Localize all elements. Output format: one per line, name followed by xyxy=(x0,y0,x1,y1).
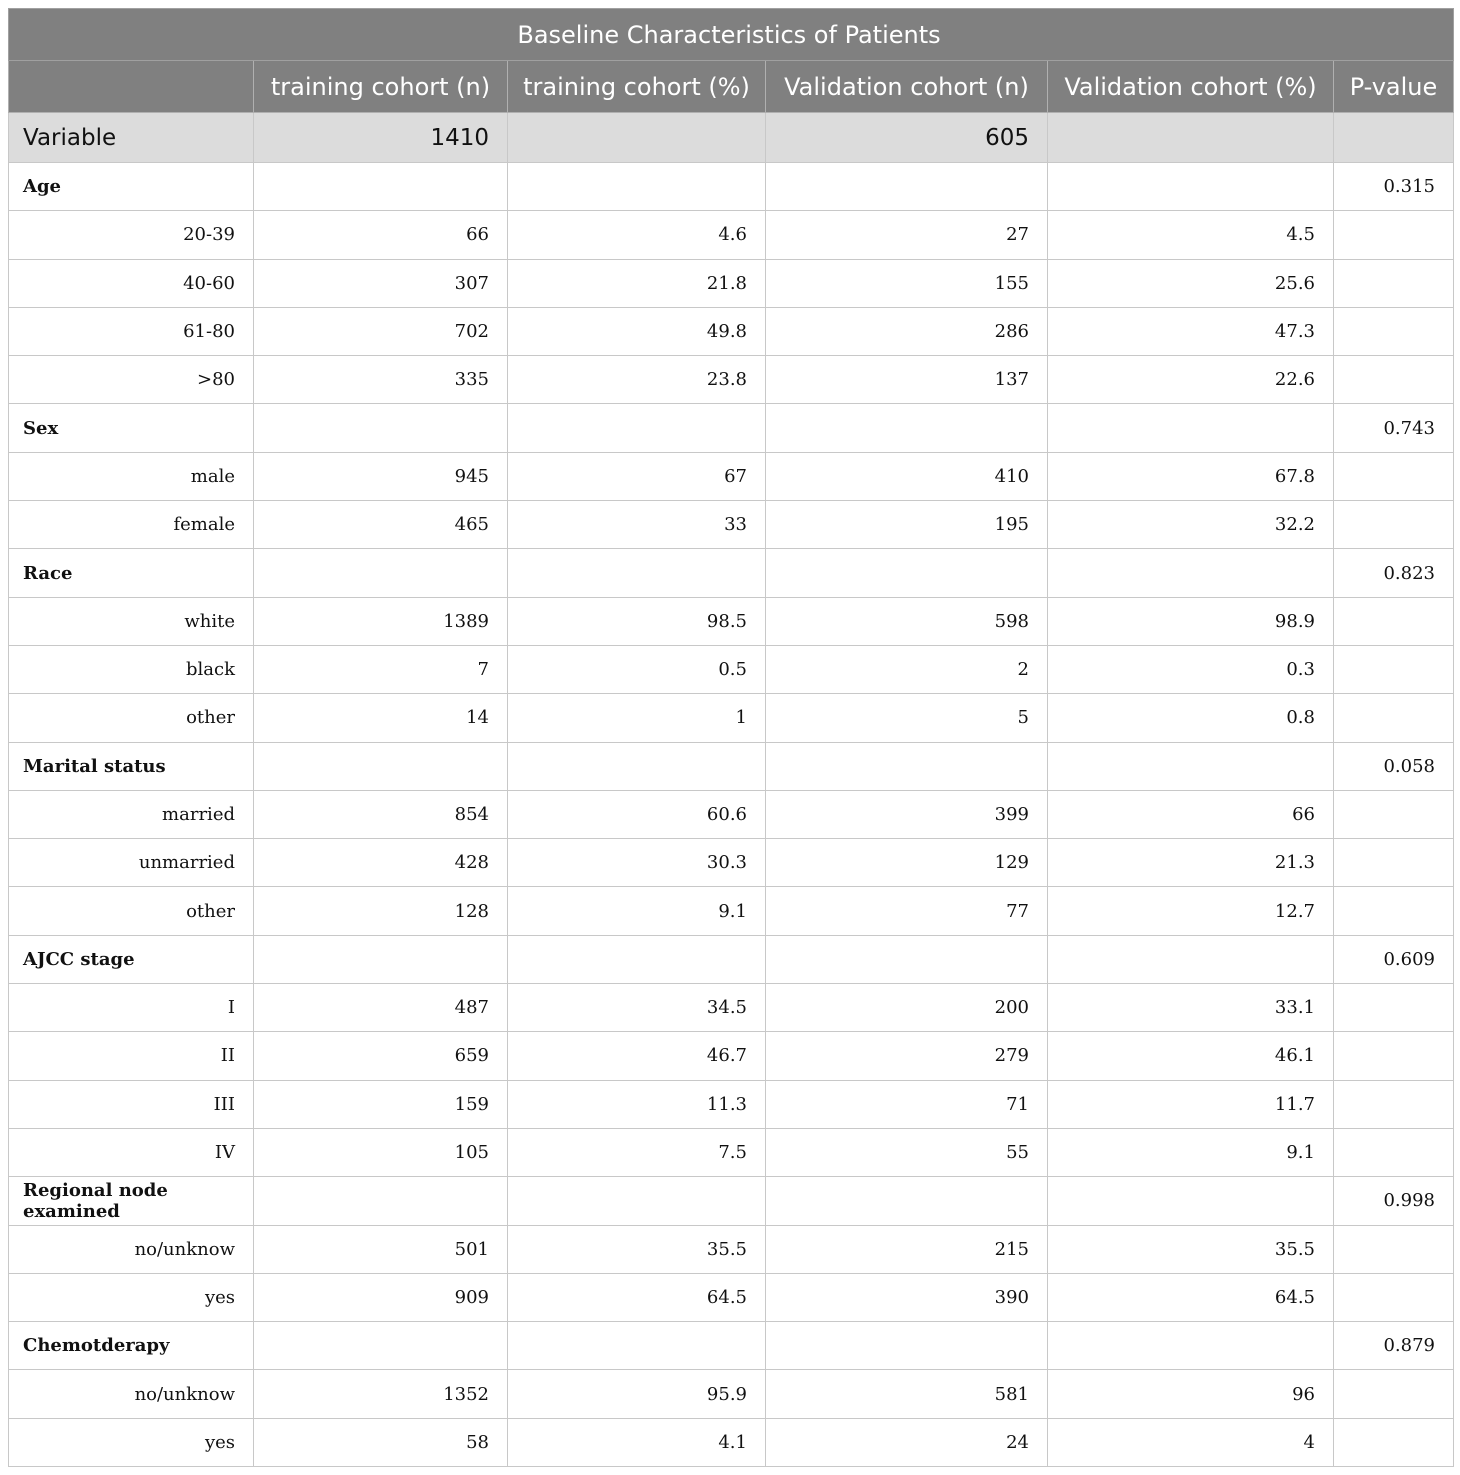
category-label: III xyxy=(9,1080,254,1128)
table-row xyxy=(9,501,1454,549)
table-cell: 945 xyxy=(254,452,508,500)
table-container xyxy=(8,8,1453,1467)
table-cell xyxy=(1334,1418,1454,1466)
table-cell xyxy=(254,1322,508,1370)
table-cell: 200 xyxy=(766,984,1048,1032)
table-cell xyxy=(254,404,508,452)
category-label: white xyxy=(9,597,254,645)
variable-cell: 1410 xyxy=(254,113,508,163)
table-cell: 335 xyxy=(254,356,508,404)
table-cell xyxy=(1334,1080,1454,1128)
table-cell: 71 xyxy=(766,1080,1048,1128)
category-label: 61-80 xyxy=(9,307,254,355)
table-cell: 2 xyxy=(766,645,1048,693)
table-cell: 33 xyxy=(508,501,766,549)
table-cell xyxy=(766,549,1048,597)
category-label: no/unknow xyxy=(9,1225,254,1273)
category-label: other xyxy=(9,887,254,935)
table-cell xyxy=(508,404,766,452)
table-cell xyxy=(766,1177,1048,1225)
category-label: yes xyxy=(9,1418,254,1466)
category-label: I xyxy=(9,984,254,1032)
table-row xyxy=(9,839,1454,887)
table-cell: 27 xyxy=(766,211,1048,259)
table-cell xyxy=(1334,839,1454,887)
table-cell: 55 xyxy=(766,1128,1048,1176)
table-cell xyxy=(766,1322,1048,1370)
table-cell: 14 xyxy=(254,694,508,742)
table-cell xyxy=(254,935,508,983)
table-cell: 32.2 xyxy=(1048,501,1334,549)
table-row xyxy=(9,1273,1454,1321)
table-cell xyxy=(508,163,766,211)
table-cell: 64.5 xyxy=(1048,1273,1334,1321)
table-row xyxy=(9,211,1454,259)
table-cell: 1 xyxy=(508,694,766,742)
group-label: Sex xyxy=(9,404,254,452)
table-cell xyxy=(1334,887,1454,935)
category-label: unmarried xyxy=(9,839,254,887)
table-row xyxy=(9,790,1454,838)
table-cell: 0.3 xyxy=(1048,645,1334,693)
table-cell: 9.1 xyxy=(1048,1128,1334,1176)
table-cell: 410 xyxy=(766,452,1048,500)
category-label: yes xyxy=(9,1273,254,1321)
table-cell xyxy=(1334,984,1454,1032)
table-cell: 49.8 xyxy=(508,307,766,355)
table-row xyxy=(9,887,1454,935)
table-cell: 12.7 xyxy=(1048,887,1334,935)
group-row xyxy=(9,549,1454,597)
table-row xyxy=(9,1370,1454,1418)
table-cell: 95.9 xyxy=(508,1370,766,1418)
table-cell: 64.5 xyxy=(508,1273,766,1321)
variable-row xyxy=(9,113,1454,163)
table-row xyxy=(9,1032,1454,1080)
column-header: training cohort (n) xyxy=(254,61,508,113)
table-cell: 465 xyxy=(254,501,508,549)
table-cell: 702 xyxy=(254,307,508,355)
table-cell: 0.998 xyxy=(1334,1177,1454,1225)
table-cell xyxy=(766,935,1048,983)
table-cell: 7.5 xyxy=(508,1128,766,1176)
category-label: 20-39 xyxy=(9,211,254,259)
column-header: Validation cohort (%) xyxy=(1048,61,1334,113)
table-row xyxy=(9,1418,1454,1466)
table-row xyxy=(9,452,1454,500)
column-header-row xyxy=(9,61,1454,113)
group-row xyxy=(9,404,1454,452)
table-cell xyxy=(1334,356,1454,404)
category-label: IV xyxy=(9,1128,254,1176)
variable-cell xyxy=(508,113,766,163)
table-cell: 286 xyxy=(766,307,1048,355)
category-label: married xyxy=(9,790,254,838)
table-cell: 279 xyxy=(766,1032,1048,1080)
table-cell: 9.1 xyxy=(508,887,766,935)
table-cell: 659 xyxy=(254,1032,508,1080)
group-row xyxy=(9,742,1454,790)
table-cell: 129 xyxy=(766,839,1048,887)
table-cell xyxy=(1334,1225,1454,1273)
table-cell: 909 xyxy=(254,1273,508,1321)
table-cell: 58 xyxy=(254,1418,508,1466)
table-cell: 46.7 xyxy=(508,1032,766,1080)
category-label: no/unknow xyxy=(9,1370,254,1418)
table-cell xyxy=(1334,211,1454,259)
table-cell: 77 xyxy=(766,887,1048,935)
table-cell: 581 xyxy=(766,1370,1048,1418)
table-cell: 34.5 xyxy=(508,984,766,1032)
category-label: female xyxy=(9,501,254,549)
table-cell: 30.3 xyxy=(508,839,766,887)
table-cell: 128 xyxy=(254,887,508,935)
table-cell: 487 xyxy=(254,984,508,1032)
table-cell xyxy=(1334,307,1454,355)
table-cell: 0.609 xyxy=(1334,935,1454,983)
category-label: other xyxy=(9,694,254,742)
table-title: Baseline Characteristics of Patients xyxy=(9,9,1454,61)
table-cell: 67 xyxy=(508,452,766,500)
category-label: II xyxy=(9,1032,254,1080)
group-row xyxy=(9,935,1454,983)
column-header: P-value xyxy=(1334,61,1454,113)
table-cell: 0.743 xyxy=(1334,404,1454,452)
column-header xyxy=(9,61,254,113)
table-cell xyxy=(508,742,766,790)
variable-cell: 605 xyxy=(766,113,1048,163)
group-label: Marital status xyxy=(9,742,254,790)
table-cell: 11.3 xyxy=(508,1080,766,1128)
table-cell xyxy=(1048,549,1334,597)
table-row xyxy=(9,307,1454,355)
table-cell: 0.5 xyxy=(508,645,766,693)
table-cell: 98.5 xyxy=(508,597,766,645)
category-label: 40-60 xyxy=(9,259,254,307)
table-cell: 390 xyxy=(766,1273,1048,1321)
table-cell: 23.8 xyxy=(508,356,766,404)
category-label: >80 xyxy=(9,356,254,404)
table-cell: 307 xyxy=(254,259,508,307)
table-cell xyxy=(1334,259,1454,307)
table-cell xyxy=(1048,163,1334,211)
table-cell: 0.058 xyxy=(1334,742,1454,790)
group-label: AJCC stage xyxy=(9,935,254,983)
table-cell: 21.8 xyxy=(508,259,766,307)
table-cell xyxy=(766,404,1048,452)
table-cell: 35.5 xyxy=(1048,1225,1334,1273)
table-cell: 46.1 xyxy=(1048,1032,1334,1080)
table-cell: 33.1 xyxy=(1048,984,1334,1032)
table-body xyxy=(9,163,1454,1467)
table-cell: 501 xyxy=(254,1225,508,1273)
table-cell: 66 xyxy=(1048,790,1334,838)
table-cell: 399 xyxy=(766,790,1048,838)
table-cell: 96 xyxy=(1048,1370,1334,1418)
table-cell: 137 xyxy=(766,356,1048,404)
table-cell: 215 xyxy=(766,1225,1048,1273)
category-label: male xyxy=(9,452,254,500)
table-cell xyxy=(1048,935,1334,983)
table-cell xyxy=(254,163,508,211)
table-cell xyxy=(1334,694,1454,742)
table-cell: 1389 xyxy=(254,597,508,645)
table-cell: 4.6 xyxy=(508,211,766,259)
table-cell xyxy=(508,1177,766,1225)
table-cell: 195 xyxy=(766,501,1048,549)
table-cell xyxy=(254,742,508,790)
variable-cell xyxy=(1048,113,1334,163)
table-cell: 5 xyxy=(766,694,1048,742)
table-row xyxy=(9,356,1454,404)
table-cell xyxy=(508,549,766,597)
table-cell xyxy=(1334,1273,1454,1321)
group-label: Chemotderapy xyxy=(9,1322,254,1370)
table-cell xyxy=(254,1177,508,1225)
group-row xyxy=(9,163,1454,211)
table-cell xyxy=(1334,501,1454,549)
table-cell: 854 xyxy=(254,790,508,838)
group-row xyxy=(9,1322,1454,1370)
category-label: black xyxy=(9,645,254,693)
table-cell xyxy=(1048,404,1334,452)
group-label: Age xyxy=(9,163,254,211)
table-row xyxy=(9,1080,1454,1128)
table-cell xyxy=(254,549,508,597)
table-cell xyxy=(1048,1177,1334,1225)
table-row xyxy=(9,597,1454,645)
table-cell: 0.8 xyxy=(1048,694,1334,742)
table-cell: 598 xyxy=(766,597,1048,645)
table-row xyxy=(9,984,1454,1032)
table-cell xyxy=(766,742,1048,790)
table-cell xyxy=(508,1322,766,1370)
table-cell xyxy=(1334,597,1454,645)
table-cell: 25.6 xyxy=(1048,259,1334,307)
table-cell: 7 xyxy=(254,645,508,693)
table-cell: 4.1 xyxy=(508,1418,766,1466)
variable-label: Variable xyxy=(9,113,254,163)
table-cell: 24 xyxy=(766,1418,1048,1466)
table-cell: 155 xyxy=(766,259,1048,307)
group-row xyxy=(9,1177,1454,1225)
table-cell: 0.315 xyxy=(1334,163,1454,211)
column-header: training cohort (%) xyxy=(508,61,766,113)
table-title-row xyxy=(9,9,1454,61)
table-cell: 47.3 xyxy=(1048,307,1334,355)
table-cell: 4 xyxy=(1048,1418,1334,1466)
table-cell: 35.5 xyxy=(508,1225,766,1273)
table-cell: 0.879 xyxy=(1334,1322,1454,1370)
table-cell: 105 xyxy=(254,1128,508,1176)
table-cell: 21.3 xyxy=(1048,839,1334,887)
table-cell xyxy=(1334,1128,1454,1176)
table-cell xyxy=(1334,1370,1454,1418)
baseline-characteristics-table xyxy=(8,8,1454,1467)
group-label: Regional node examined xyxy=(9,1177,254,1225)
table-cell xyxy=(1048,1322,1334,1370)
table-cell xyxy=(508,935,766,983)
table-cell xyxy=(1334,1032,1454,1080)
table-row xyxy=(9,694,1454,742)
table-row xyxy=(9,1225,1454,1273)
table-cell: 11.7 xyxy=(1048,1080,1334,1128)
variable-cell xyxy=(1334,113,1454,163)
table-cell: 22.6 xyxy=(1048,356,1334,404)
table-cell: 159 xyxy=(254,1080,508,1128)
table-cell xyxy=(1048,742,1334,790)
table-row xyxy=(9,259,1454,307)
table-cell: 4.5 xyxy=(1048,211,1334,259)
table-cell: 60.6 xyxy=(508,790,766,838)
table-cell: 98.9 xyxy=(1048,597,1334,645)
table-cell xyxy=(1334,452,1454,500)
table-cell: 428 xyxy=(254,839,508,887)
table-cell xyxy=(1334,645,1454,693)
table-row xyxy=(9,645,1454,693)
column-header: Validation cohort (n) xyxy=(766,61,1048,113)
table-cell: 66 xyxy=(254,211,508,259)
table-cell xyxy=(1334,790,1454,838)
table-cell: 0.823 xyxy=(1334,549,1454,597)
table-cell xyxy=(766,163,1048,211)
table-cell: 67.8 xyxy=(1048,452,1334,500)
group-label: Race xyxy=(9,549,254,597)
table-cell: 1352 xyxy=(254,1370,508,1418)
table-row xyxy=(9,1128,1454,1176)
